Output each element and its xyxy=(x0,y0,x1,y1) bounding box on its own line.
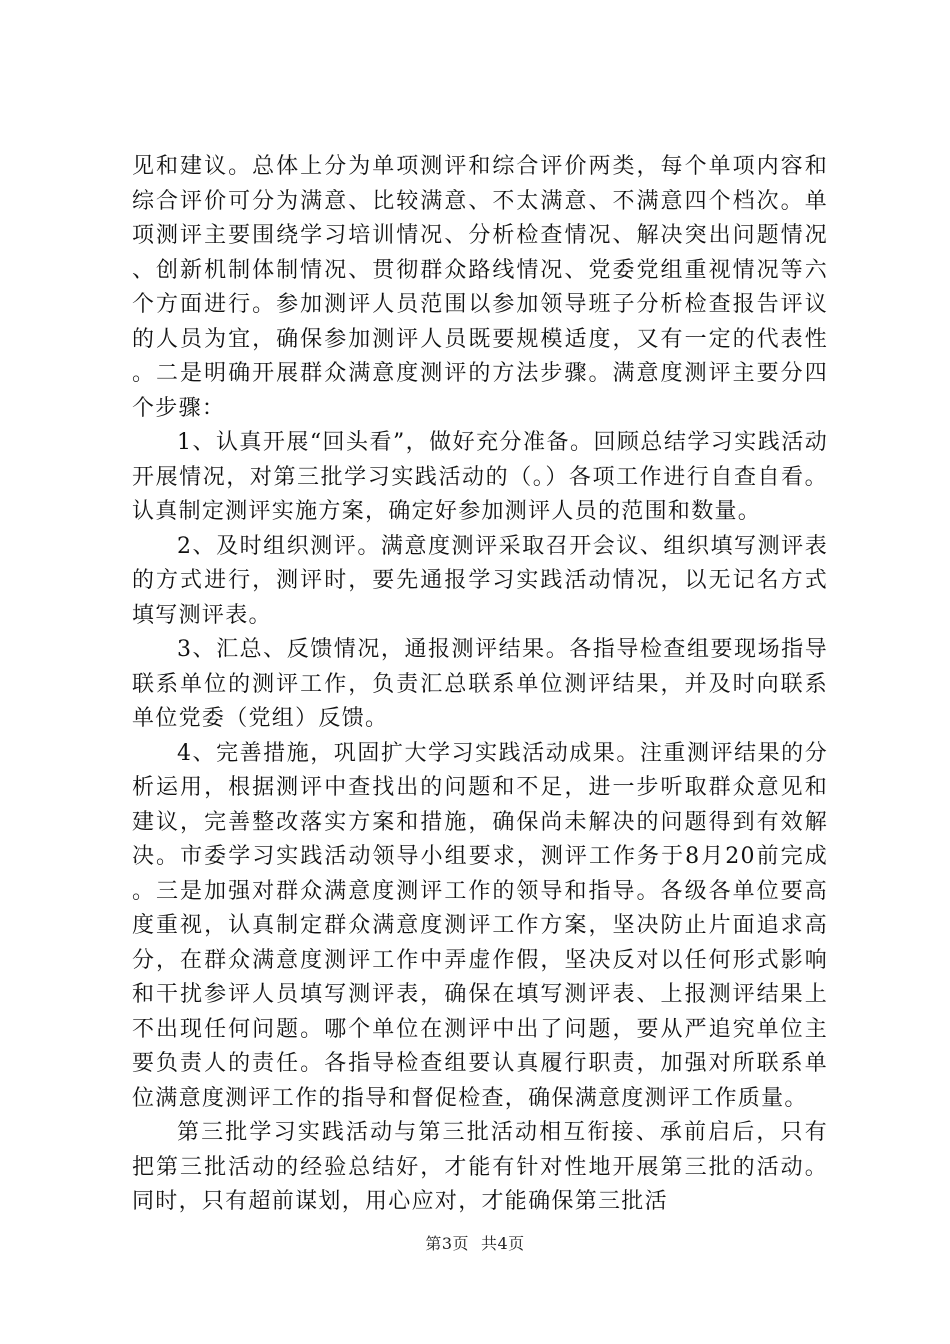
paragraph-step-4: 4、完善措施，巩固扩大学习实践活动成果。注重测评结果的分析运用，根据测评中查找出的问题和不足，进一步听取群众意见和建议，完善整改落实方案和措施，确保尚未解决的问题得到有效解决。市委学习实践活动领导小组要求，测评工作务于8月20前完成。三是加强对群众满意度测评工作的领导和指导。各级各单位要高度重视，认真制定群众满意度测评工作方案，坚决防止片面追求高分，在群众满意度测评工作中弄虚作假，坚决反对以任何形式影响和干扰参评人员填写测评表，确保在填写测评表、上报测评结果上不出现任何问题。哪个单位在测评中出了问题，要从严追究单位主要负责人的责任。各指导检查组要认真履行职责，加强对所联系单位满意度测评工作的指导和督促检查，确保满意度测评工作质量。 xyxy=(132,740,828,1111)
paragraph-step-1: 1、认真开展“回头看”，做好充分准备。回顾总结学习实践活动开展情况，对第三批学习实践活动的（。）各项工作进行自查自看。认真制定测评实施方案，确定好参加测评人员的范围和数量。 xyxy=(132,430,828,524)
paragraph-closing: 第三批学习实践活动与第三批活动相互衔接、承前启后，只有把第三批活动的经验总结好，才能有针对性地开展第三批的活动。同时，只有超前谋划，用心应对，才能确保第三批活 xyxy=(132,1120,828,1214)
page-number-current: 第3页 xyxy=(425,1234,469,1253)
paragraph-step-2: 2、及时组织测评。满意度测评采取召开会议、组织填写测评表的方式进行，测评时，要先通报学习实践活动情况，以无记名方式填写测评表。 xyxy=(132,533,828,628)
document-body xyxy=(132,150,828,1220)
paragraph-continuation: 见和建议。总体上分为单项测评和综合评价两类，每个单项内容和综合评价可分为满意、比较满意、不太满意、不满意四个档次。单项测评主要围绕学习培训情况、分析检查情况、解决突出问题情况、创新机制体制情况、贯彻群众路线情况、党委党组重视情况等六个方面进行。参加测评人员范围以参加领导班子分析检查报告评议的人员为宜，确保参加测评人员既要规模适度，又有一定的代表性。二是明确开展群众满意度测评的方法步骤。满意度测评主要分四个步骤： xyxy=(132,154,828,421)
paragraph-step-3: 3、汇总、反馈情况，通报测评结果。各指导检查组要现场指导联系单位的测评工作，负责汇总联系单位测评结果，并及时向联系单位党委（党组）反馈。 xyxy=(132,637,828,731)
page-footer xyxy=(0,1231,950,1254)
page-number-total: 共4页 xyxy=(481,1234,525,1253)
